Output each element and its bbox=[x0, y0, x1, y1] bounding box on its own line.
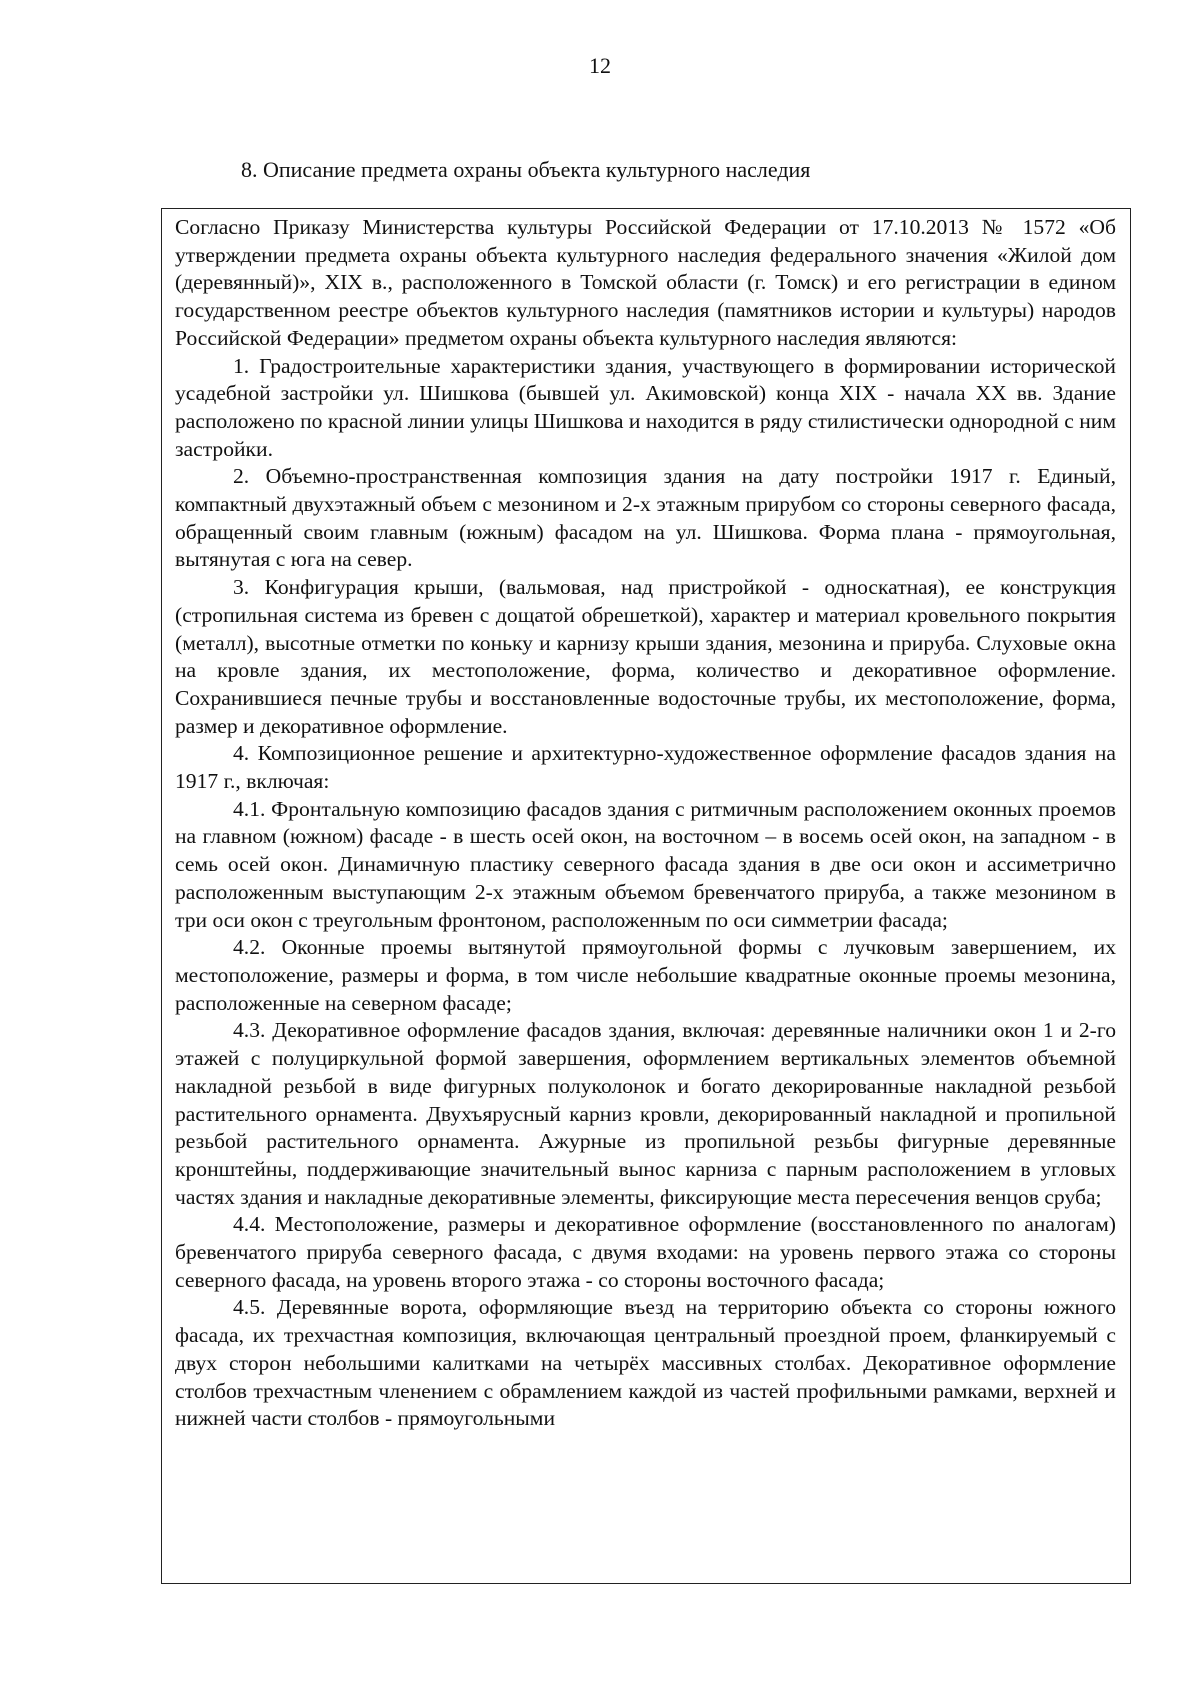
item-4-2-paragraph: 4.2. Оконные проемы вытянутой прямоугольной формы с лучковым завершением, их местоположение, размеры и форма, в том числе небольшие квадратные оконные проемы мезонина, расположенные на северном фасаде; bbox=[175, 935, 1116, 1015]
item-4-3-paragraph: 4.3. Декоративное оформление фасадов здания, включая: деревянные наличники окон 1 и 2-го этажей с полуциркульной формой завершения, оформлением вертикальных элементов объемной накладной резьбой в виде фигурных полуколонок и богато декорированные накладной резьбой растительного орнамента. Двухъярусный карниз кровли, декорированный накладной и пропильной резьбой растительного орнамента. Ажурные из пропильной резьбы фигурные деревянные кронштейны, поддерживающие значительный вынос карниза с парным расположением в угловых частях здания и накладные декоративные элементы, фиксирующие места пересечения венцов сруба; bbox=[175, 1018, 1116, 1209]
protection-subject-box bbox=[161, 208, 1131, 1584]
item-1-paragraph: 1. Градостроительные характеристики здания, участвующего в формировании исторической усадебной застройки ул. Шишкова (бывшей ул. Акимовской) конца XIX - начала XX вв. Здание расположено по красной линии улицы Шишкова и находится в ряду стилистически однородной с ним застройки. bbox=[175, 353, 1116, 461]
item-4-5-paragraph: 4.5. Деревянные ворота, оформляющие въезд на территорию объекта со стороны южного фасада, их трехчастная композиция, включающая центральный проездной проем, фланкируемый с двух сторон небольшими калитками на четырёх массивных столбах. Декоративное оформление столбов трехчастным членением с обрамлением каждой из частей профильными рамками, верхней и нижней части столбов - прямоугольными bbox=[175, 1295, 1116, 1431]
section-heading: 8. Описание предмета охраны объекта культурного наследия bbox=[241, 157, 811, 182]
page-number: 12 bbox=[589, 53, 611, 78]
item-2-paragraph: 2. Объемно-пространственная композиция здания на дату постройки 1917 г. Единый, компактный двухэтажный объем с мезонином и 2-х этажным прирубом со стороны северного фасада, обращенный своим главным (южным) фасадом на ул. Шишкова. Форма плана - прямоугольная, вытянутая с юга на север. bbox=[175, 464, 1116, 572]
item-4-1-paragraph: 4.1. Фронтальную композицию фасадов здания с ритмичным расположением оконных проемов на главном (южном) фасаде - в шесть осей окон, на восточном – в восемь осей окон, на западном - в семь осей окон. Динамичную пластику северного фасада здания в две оси окон и ассиметрично расположенным выступающим 2-х этажным объемом бревенчатого прируба, а также мезонином в три оси окон с треугольным фронтоном, расположенным по оси симметрии фасада; bbox=[175, 796, 1116, 932]
item-4-paragraph: 4. Композиционное решение и архитектурно-художественное оформление фасадов здания на 1917 г., включая: bbox=[175, 741, 1116, 794]
item-4-4-paragraph: 4.4. Местоположение, размеры и декоративное оформление (восстановленного по аналогам) бревенчатого прируба северного фасада, с двумя входами: на уровень первого этажа со стороны северного фасада, на уровень второго этажа - со стороны восточного фасада; bbox=[175, 1212, 1116, 1292]
item-3-paragraph: 3. Конфигурация крыши, (вальмовая, над пристройкой - односкатная), ее конструкция (стропильная система из бревен с дощатой обрешеткой), характер и материал кровельного покрытия (металл), высотные отметки по коньку и карнизу крыши здания, мезонина и прируба. Слуховые окна на кровле здания, их местоположение, форма, количество и декоративное оформление. Сохранившиеся печные трубы и восстановленные водосточные трубы, их местоположение, форма, размер и декоративное оформление. bbox=[175, 575, 1116, 738]
intro-paragraph: Согласно Приказу Министерства культуры Российской Федерации от 17.10.2013 № 1572 «Об утверждении предмета охраны объекта культурного наследия федерального значения «Жилой дом (деревянный)», XIX в., расположенного в Томской области (г. Томск) и его регистрации в едином государственном реестре объектов культурного наследия (памятников истории и культуры) народов Российской Федерации» предметом охраны объекта культурного наследия являются: bbox=[175, 215, 1116, 350]
